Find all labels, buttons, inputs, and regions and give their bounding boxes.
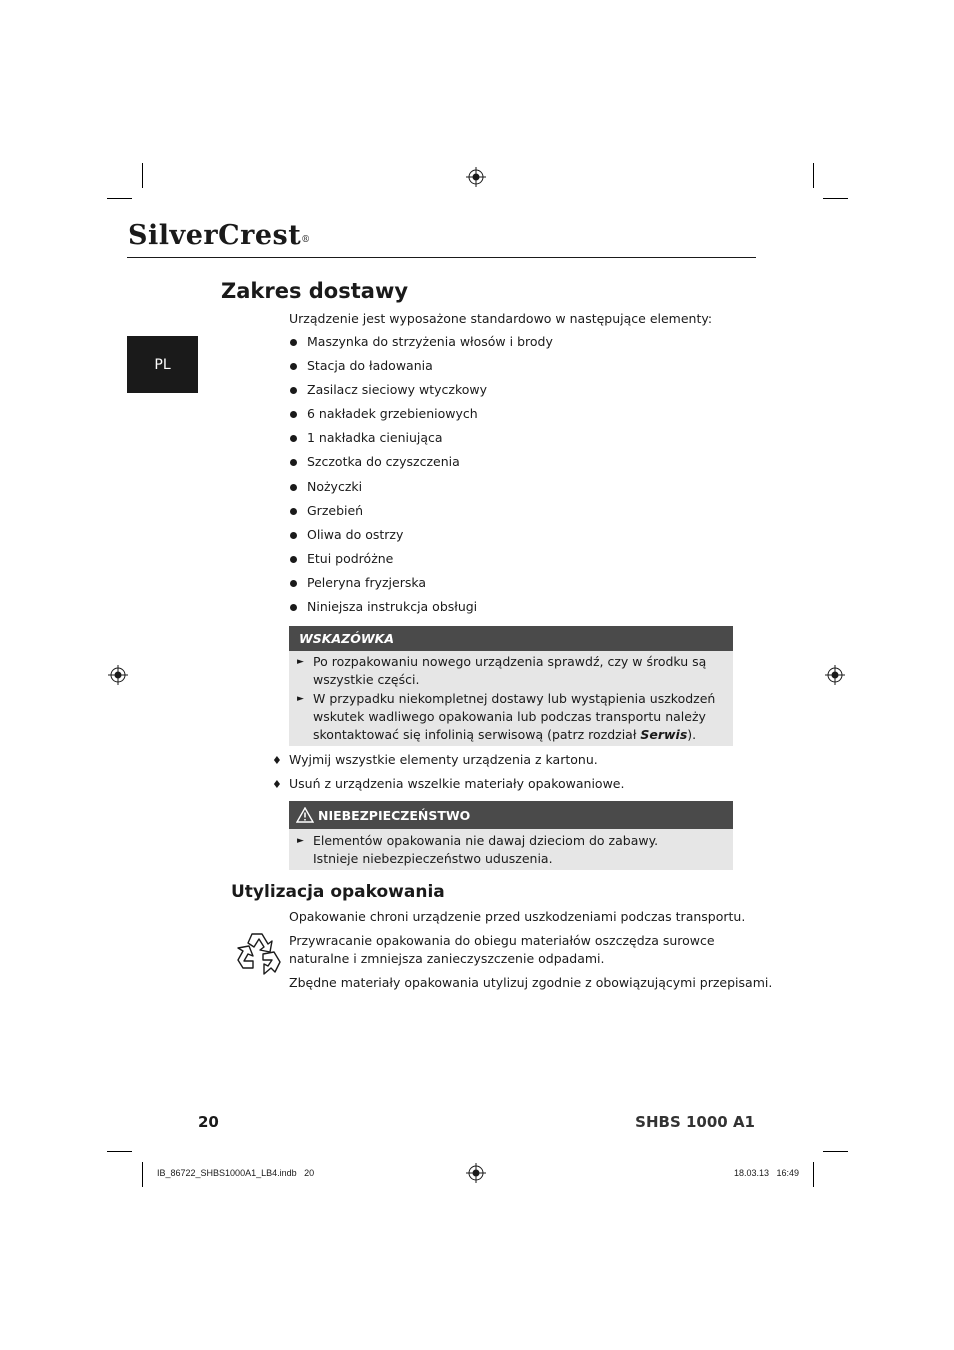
danger-heading: NIEBEZPIECZEŃSTWO xyxy=(318,807,471,823)
danger-box xyxy=(289,801,733,870)
list-item: Stacja do ładowania xyxy=(289,354,553,378)
note-item xyxy=(289,690,733,744)
list-item: Oliwa do ostrzy xyxy=(289,523,553,547)
paragraph: Przywracanie opakowania do obiegu materiałów oszczędza surowce naturalne i zmniejsza zanieczyszczenie odpadami. xyxy=(289,933,715,966)
note-box xyxy=(289,626,733,746)
note-item-tail: ). xyxy=(687,727,697,742)
list-item: Maszynka do strzyżenia włosów i brody xyxy=(289,330,553,354)
crop-mark xyxy=(823,198,848,199)
note-item xyxy=(289,653,733,689)
arrow-right-icon: ► xyxy=(297,657,304,667)
crop-mark xyxy=(107,198,132,199)
paragraph: Zbędne materiały opakowania utylizuj zgodnie z obowiązującymi przepisami. xyxy=(289,975,773,990)
note-item-text: W przypadku niekompletnej dostawy lub wystąpienia uszkodzeń wskutek wadliwego opakowania lub podczas transportu należy skontaktować się infolinią serwisową (patrz rozdział xyxy=(313,691,716,742)
brand-logo-text: SilverCrest xyxy=(128,220,302,251)
step-item xyxy=(272,751,598,770)
slug-datetime: 18.03.13 16:49 xyxy=(734,1168,800,1178)
language-tab: PL xyxy=(127,336,198,393)
model-number: SHBS 1000 A1 xyxy=(635,1113,755,1131)
section-title: Utylizacja opakowania xyxy=(231,882,445,902)
note-item-bold: Serwis xyxy=(640,727,688,742)
arrow-right-icon: ► xyxy=(297,694,304,704)
paragraph: Opakowanie chroni urządzenie przed uszkodzeniami podczas transportu. xyxy=(289,909,746,924)
note-heading: WSKAZÓWKA xyxy=(289,626,733,651)
registration-target-icon xyxy=(466,1163,486,1183)
list-item: 6 nakładek grzebieniowych xyxy=(289,402,553,426)
section-title: Zakres dostawy xyxy=(221,279,409,303)
list-item: Etui podróżne xyxy=(289,547,553,571)
diamond-bullet-icon: ♦ xyxy=(272,754,282,767)
warning-triangle-icon xyxy=(296,807,314,823)
list-item: Szczotka do czyszczenia xyxy=(289,450,553,474)
registration-target-icon xyxy=(466,167,486,187)
step-text: Usuń z urządzenia wszelkie materiały opakowaniowe. xyxy=(289,776,625,791)
section-intro: Urządzenie jest wyposażone standardowo w następujące elementy: xyxy=(289,311,713,326)
crop-mark xyxy=(107,1151,132,1152)
registration-target-icon xyxy=(825,665,845,685)
danger-line: Elementów opakowania nie dawaj dzieciom do zabawy. xyxy=(313,833,659,848)
brand-logo xyxy=(128,218,311,254)
step-item xyxy=(272,775,624,794)
slug-file: IB_86722_SHBS1000A1_LB4.indb 20 xyxy=(157,1168,315,1178)
registration-target-icon xyxy=(108,665,128,685)
delivery-list xyxy=(289,330,553,619)
list-item: Grzebień xyxy=(289,499,553,523)
crop-mark xyxy=(813,163,814,188)
page-number: 20 xyxy=(198,1113,219,1131)
crop-mark xyxy=(142,1162,143,1187)
header-rule xyxy=(127,257,756,258)
registered-mark: ® xyxy=(301,235,311,245)
danger-heading-bar xyxy=(289,801,733,829)
crop-mark xyxy=(823,1151,848,1152)
recycle-icon xyxy=(234,930,284,978)
list-item: Zasilacz sieciowy wtyczkowy xyxy=(289,378,553,402)
crop-mark xyxy=(142,163,143,188)
list-item: 1 nakładka cieniująca xyxy=(289,426,553,450)
danger-line: Istnieje niebezpieczeństwo uduszenia. xyxy=(313,851,553,866)
list-item: Peleryna fryzjerska xyxy=(289,571,553,595)
list-item: Nożyczki xyxy=(289,475,553,499)
diamond-bullet-icon: ♦ xyxy=(272,778,282,791)
list-item: Niniejsza instrukcja obsługi xyxy=(289,595,553,619)
danger-item xyxy=(289,832,733,868)
arrow-right-icon: ► xyxy=(297,836,304,846)
crop-mark xyxy=(813,1162,814,1187)
step-text: Wyjmij wszystkie elementy urządzenia z kartonu. xyxy=(289,752,598,767)
note-item-text: Po rozpakowaniu nowego urządzenia sprawdź, czy w środku są wszystkie części. xyxy=(313,654,707,687)
